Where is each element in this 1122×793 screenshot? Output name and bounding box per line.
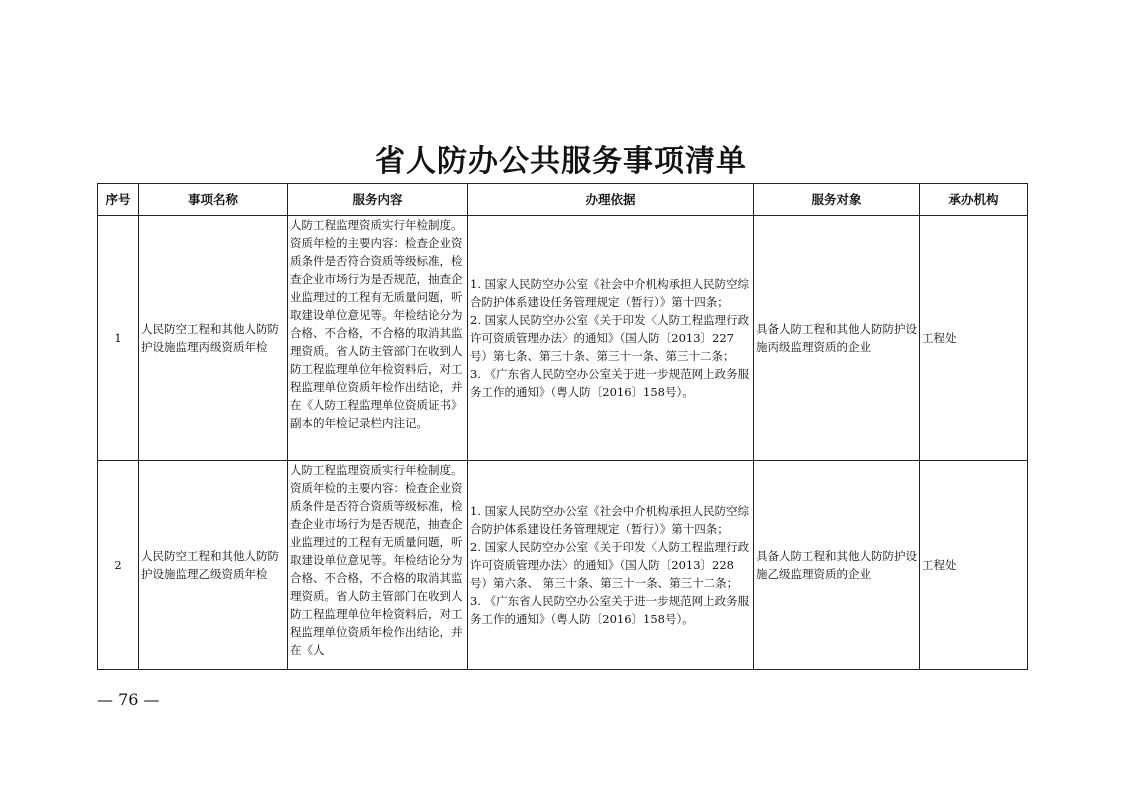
- service-content-text: 人防工程监理资质实行年检制度。资质年检的主要内容：检查企业资质条件是否符合资质等级标准，检查企业市场行为是否规范，抽查企业监理过的工程有无质量问题，听取建设单位意见等。年检结论分为合格、不合格，不合格的取消其监理资质。省人防主管部门在收到人防工程监理单位年检资料后，对工程监理单位资质年检作出结论，并在《人: [290, 463, 463, 657]
- header-legal-basis: 办理依据: [468, 184, 754, 216]
- header-serial-no: 序号: [98, 184, 139, 216]
- page-number: — 76 —: [97, 690, 160, 709]
- cell-agency: 工程处: [920, 461, 1028, 670]
- table-row: [98, 216, 1028, 461]
- services-table: [97, 183, 1028, 670]
- basis-line: 1. 国家人民防空办公室《社会中介机构承担人民防空综合防护体系建设任务管理规定（暂行）》第十四条；: [470, 277, 750, 309]
- cell-serial-no: 2: [98, 461, 139, 670]
- header-service-target: 服务对象: [754, 184, 920, 216]
- cell-legal-basis: [468, 461, 754, 670]
- cell-agency: 工程处: [920, 216, 1028, 461]
- cell-service-content: [288, 461, 468, 670]
- cell-legal-basis: [468, 216, 754, 461]
- header-service-content: 服务内容: [288, 184, 468, 216]
- basis-line: 1. 国家人民防空办公室《社会中介机构承担人民防空综合防护体系建设任务管理规定（暂行）》第十四条；: [470, 504, 750, 536]
- basis-line: 2. 国家人民防空办公室《关于印发〈人防工程监理行政许可资质管理办法〉的通知》（国人防〔2013〕228号）第六条、 第三十条、第三十一条、第三十二条；: [470, 540, 750, 590]
- basis-line: 2. 国家人民防空办公室《关于印发〈人防工程监理行政许可资质管理办法〉的通知》（国人防〔2013〕227号）第七条、第三十条、第三十一条、第三十二条；: [470, 313, 750, 363]
- header-item-name: 事项名称: [139, 184, 288, 216]
- basis-line: 3. 《广东省人民防空办公室关于进一步规范网上政务服务工作的通知》（粤人防〔2016〕158号）。: [470, 367, 750, 399]
- cell-item-name: 人民防空工程和其他人防防护设施监理乙级资质年检: [139, 461, 288, 670]
- document-title: 省人防办公共服务事项清单: [375, 144, 747, 179]
- table-row: [98, 461, 1028, 670]
- cell-item-name: 人民防空工程和其他人防防护设施监理丙级资质年检: [139, 216, 288, 461]
- cell-service-target: 具备人防工程和其他人防防护设施丙级监理资质的企业: [754, 216, 920, 461]
- table-header-row: [98, 184, 1028, 216]
- cell-serial-no: 1: [98, 216, 139, 461]
- header-agency: 承办机构: [920, 184, 1028, 216]
- cell-service-content: 人防工程监理资质实行年检制度。资质年检的主要内容：检查企业资质条件是否符合资质等级标准，检查企业市场行为是否规范，抽查企业监理过的工程有无质量问题，听取建设单位意见等。年检结论分为合格、不合格，不合格的取消其监理资质。省人防主管部门在收到人防工程监理单位年检资料后，对工程监理单位资质年检作出结论，并在《人防工程监理单位资质证书》副本的年检记录栏内注记。: [288, 216, 468, 461]
- basis-line: 3. 《广东省人民防空办公室关于进一步规范网上政务服务工作的通知》（粤人防〔2016〕158号）。: [470, 594, 750, 626]
- cell-service-target: 具备人防工程和其他人防防护设施乙级监理资质的企业: [754, 461, 920, 670]
